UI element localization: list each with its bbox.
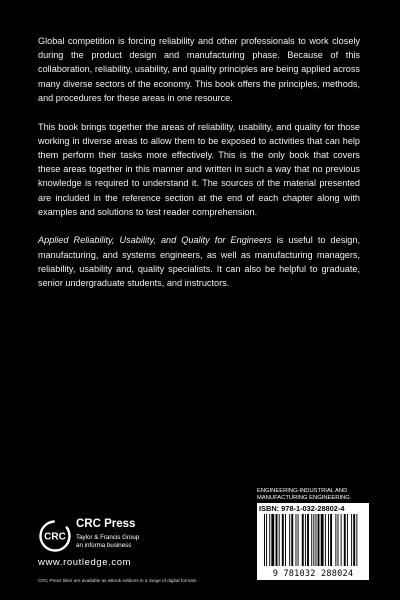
publisher-group: Taylor & Francis Group [76, 534, 140, 541]
crc-logo-text: CRC [44, 531, 66, 543]
barcode-digits: 9 781032 288024 [272, 569, 354, 579]
publisher-block [38, 514, 248, 594]
barcode-bar [298, 514, 299, 566]
barcode-bar [356, 514, 357, 566]
barcode-bar [289, 514, 290, 566]
barcode-bar [264, 514, 265, 566]
barcode-bar [269, 514, 270, 566]
barcode-bar [338, 514, 339, 566]
ebook-availability-note: CRC Press titles are available as eBook editions in a range of digital formats [38, 578, 197, 583]
barcode-bar [325, 514, 326, 566]
barcode-bar [285, 514, 286, 566]
barcode-bar [305, 514, 306, 566]
blurb-paragraph-2: This book brings together the areas of reliability, usability, and quality for those working in diverse areas to allow them to be exposed to activities that can help them perform their tasks more effectively. This is the only book that covers these areas together in this manner and written in such a way that no previous knowledge is required to understand it. The sources of the material presented are included in the reference section at the end of each chapter along with examples and solutions to test reader comprehension. [38, 121, 360, 217]
barcode-bar [341, 514, 342, 566]
back-cover-blurb [38, 34, 360, 305]
barcode-bar [330, 514, 332, 566]
crc-press-logo-icon [38, 519, 72, 553]
publisher-website[interactable]: www.routledge.com [38, 557, 132, 568]
blurb-paragraph-3 [38, 233, 360, 290]
isbn-label: ISBN: 978-1-032-28802-4 [259, 504, 345, 513]
barcode-graphic [261, 514, 365, 571]
barcode-bar [311, 514, 312, 566]
barcode-bar [351, 514, 352, 566]
barcode-bar [347, 514, 348, 566]
barcode-bar [282, 514, 284, 566]
barcode-bar [353, 514, 355, 566]
barcode-bar [315, 514, 316, 566]
isbn-barcode-box [257, 503, 369, 580]
barcode-bar [302, 514, 304, 566]
blurb-paragraph-3-rest: is useful to design, manufacturing, and systems engineers, as well as manufacturing managers, reliability, usability and, quality specialists. It can also be helpful to graduate, senior undergraduate students, and instructors. [38, 235, 360, 289]
barcode-bar [279, 514, 280, 566]
publisher-name: CRC Press [76, 518, 136, 530]
barcode-bar [266, 514, 267, 566]
subject-category [257, 488, 369, 502]
barcode-bar [328, 514, 329, 566]
category-line-1: ENGINEERING-INDUSTRIAL AND [257, 488, 348, 494]
barcode-bar [307, 514, 309, 566]
book-title-italic: Applied Reliability, Usability, and Quality for Engineers [38, 235, 272, 246]
barcode-bar [276, 514, 278, 566]
barcode-bar [321, 514, 324, 566]
barcode-bar [313, 514, 314, 566]
barcode-bar [291, 514, 293, 566]
blurb-paragraph-1: Global competition is forcing reliability and other professionals to work closely during the product design and manufacturing phase. Because of this collaboration, reliability, usability, and quality principles are being applied across many diverse sectors of the economy. This book offers the principles, methods, and procedures for these areas in one resource. [38, 36, 360, 103]
category-line-2: MANUFACTURING ENGINEERING [257, 495, 350, 502]
barcode-bar [296, 514, 297, 566]
barcode-bar [344, 514, 346, 566]
barcode-bar [318, 514, 320, 566]
publisher-informa: an informa business [76, 542, 132, 549]
barcode-bar [335, 514, 336, 566]
barcode-bar [271, 514, 274, 566]
